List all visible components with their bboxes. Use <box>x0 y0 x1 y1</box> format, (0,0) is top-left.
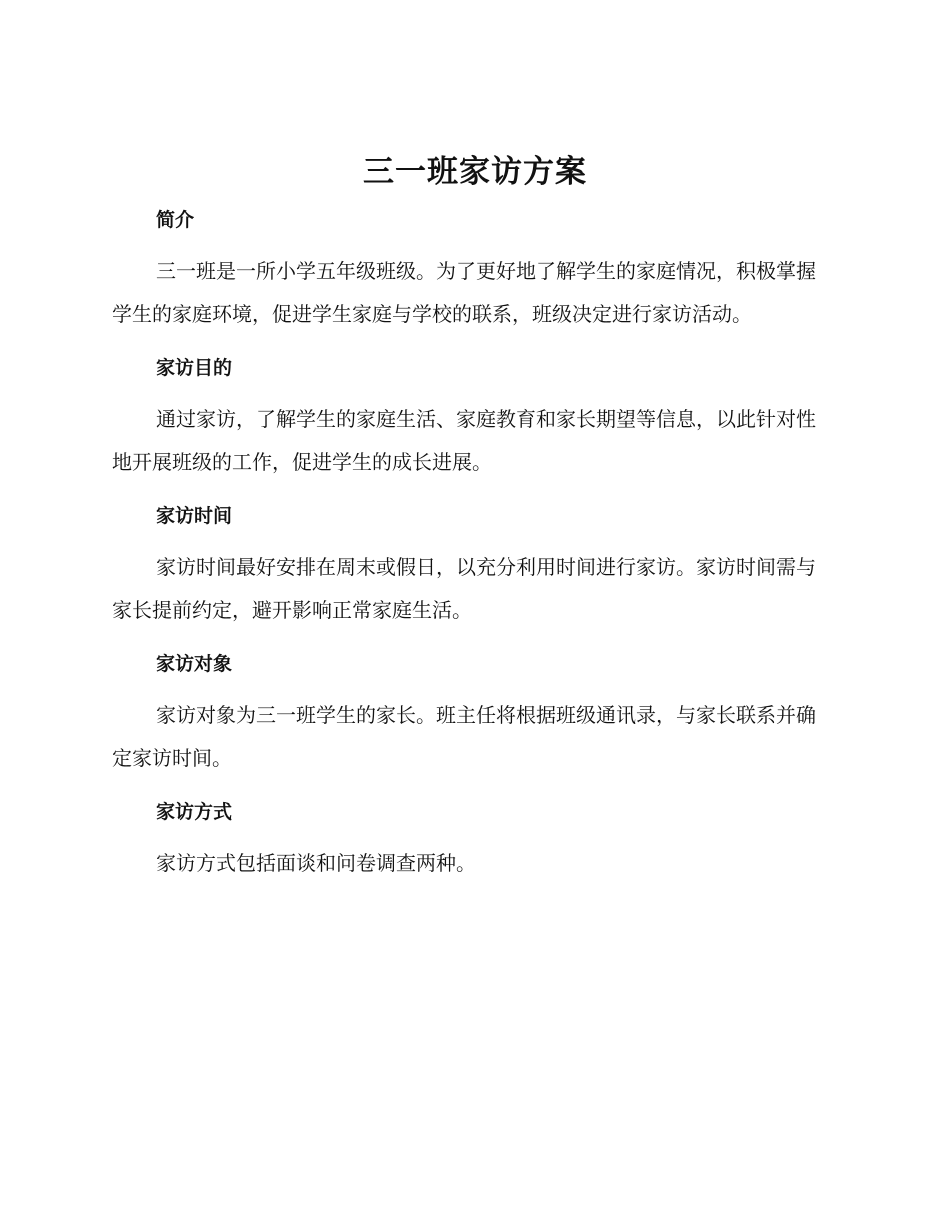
section-heading: 简介 <box>156 209 195 231</box>
document-title: 三一班家访方案 <box>363 154 587 190</box>
section-paragraph: 三一班是一所小学五年级班级。为了更好地了解学生的家庭情况，积极掌握学生的家庭环境，促进学生家庭与学校的联系，班级决定进行家访活动。 <box>112 259 816 326</box>
section-heading: 家访时间 <box>156 505 233 527</box>
section-heading: 家访对象 <box>156 653 233 675</box>
document-body <box>112 200 832 897</box>
section-time <box>112 496 832 632</box>
section-paragraph: 通过家访，了解学生的家庭生活、家庭教育和家长期望等信息，以此针对性地开展班级的工作，促进学生的成长进展。 <box>112 407 816 474</box>
section-target <box>112 644 832 780</box>
section-heading: 家访方式 <box>156 801 233 823</box>
section-heading: 家访目的 <box>156 357 233 379</box>
section-paragraph: 家访时间最好安排在周末或假日，以充分利用时间进行家访。家访时间需与家长提前约定，避开影响正常家庭生活。 <box>112 555 816 622</box>
section-method <box>112 792 832 885</box>
section-intro <box>112 200 832 336</box>
section-paragraph: 家访方式包括面谈和问卷调查两种。 <box>156 851 476 875</box>
section-paragraph: 家访对象为三一班学生的家长。班主任将根据班级通讯录，与家长联系并确定家访时间。 <box>112 703 816 770</box>
section-purpose <box>112 348 832 484</box>
